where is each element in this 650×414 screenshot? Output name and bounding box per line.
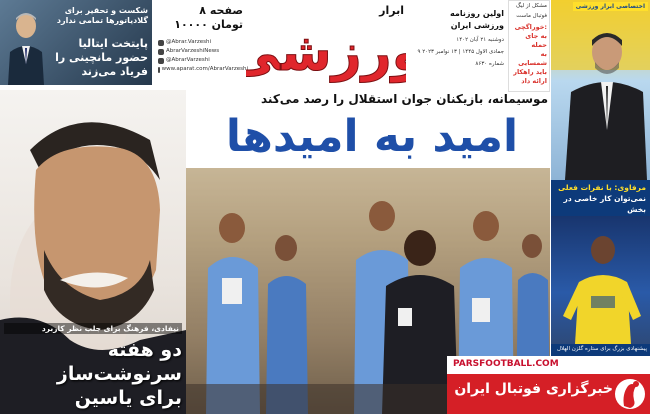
- banner-site-url[interactable]: PARSFOOTBALL.COM: [447, 356, 650, 374]
- player-photo[interactable]: [551, 216, 650, 344]
- side-teaser[interactable]: مشکل از لیگ فوتبال ماست خوراگچی: به جای حمله به شمسایی باید راهکار ارائه داد: [508, 0, 550, 92]
- social-links: [158, 38, 248, 74]
- left-photo-headline[interactable]: دو هفته سرنوشت‌ساز برای یاسین: [56, 339, 182, 409]
- main-kicker[interactable]: موسیمانه، بازیکنان جوان استقلال را رصد می‌کند: [261, 92, 548, 106]
- logo-brand: ابرار: [379, 4, 404, 17]
- coach-portrait-icon: [551, 0, 650, 180]
- svg-text:ورزشی: رزشی: [246, 23, 392, 83]
- twitter-icon: [158, 58, 164, 64]
- price: ۱۰۰۰۰ تومان: [174, 18, 243, 31]
- price-box: [153, 4, 243, 32]
- parsfootball-logo-icon: [614, 376, 646, 412]
- aparat-icon: [158, 67, 160, 73]
- date-line: دوشنبه ۲۱ آبان ۱۴۰۲: [456, 37, 504, 43]
- banner-agency-name: خبرگزاری فوتبال ایران: [454, 381, 613, 397]
- page-count: ۸ صفحه: [199, 4, 243, 17]
- social-row[interactable]: AbrarVarzeshiNews: [158, 47, 248, 56]
- edition-info: اولین روزنامه ورزشی ایران دوشنبه ۲۱ آبان ۱۴۰۲ ۹ جمادی الاول ۱۴۴۵ | ۱۳ نوامبر ۲۰۲۳ شماره ۸۶۳۰: [412, 8, 504, 68]
- player-portrait-icon: [551, 216, 650, 344]
- parsfootball-banner[interactable]: [447, 356, 650, 414]
- social-row[interactable]: www.aparat.com/AbrarVarzeshi: [158, 65, 248, 74]
- top-left-headline: پایتخت ایتالیا حضور مانچینی را فریاد می‌زند: [55, 37, 148, 78]
- social-row[interactable]: @AbrarVarzeshi: [158, 56, 248, 65]
- main-headline[interactable]: امید به امیدها: [225, 111, 519, 162]
- left-photo-caption: نیفادی، فرهنگ برای جلب نظر کاربرد: [4, 323, 182, 334]
- top-left-story[interactable]: [0, 0, 152, 85]
- issue-number: شماره ۸۶۳۰: [475, 61, 504, 67]
- social-row[interactable]: @Abrar.Varzeshi: [158, 38, 248, 47]
- newspaper-logo[interactable]: [246, 4, 406, 84]
- player-caption[interactable]: پیشنهادی بزرگ برای ستاره گلزن الهلال: [551, 344, 650, 356]
- coach-caption[interactable]: مرفاوی: با نفرات فعلی نمی‌توان کار خاصی در بخش: [551, 180, 650, 216]
- date-line-2: ۹ جمادی الاول ۱۴۴۵ | ۱۳ نوامبر ۲۰۲۳: [417, 49, 504, 55]
- side-teaser-headline: خوراگچی: به جای حمله به شمسایی باید راهکار ارائه داد: [513, 23, 547, 85]
- top-left-teaser: شکست و تحقیر برای گلادیاتورها تمامی ندارد: [56, 6, 148, 25]
- coach-photo[interactable]: [551, 0, 650, 180]
- telegram-icon: [158, 49, 164, 55]
- exclusive-tag: اختصاصی ابرار ورزشی: [573, 2, 648, 11]
- instagram-icon: [158, 40, 164, 46]
